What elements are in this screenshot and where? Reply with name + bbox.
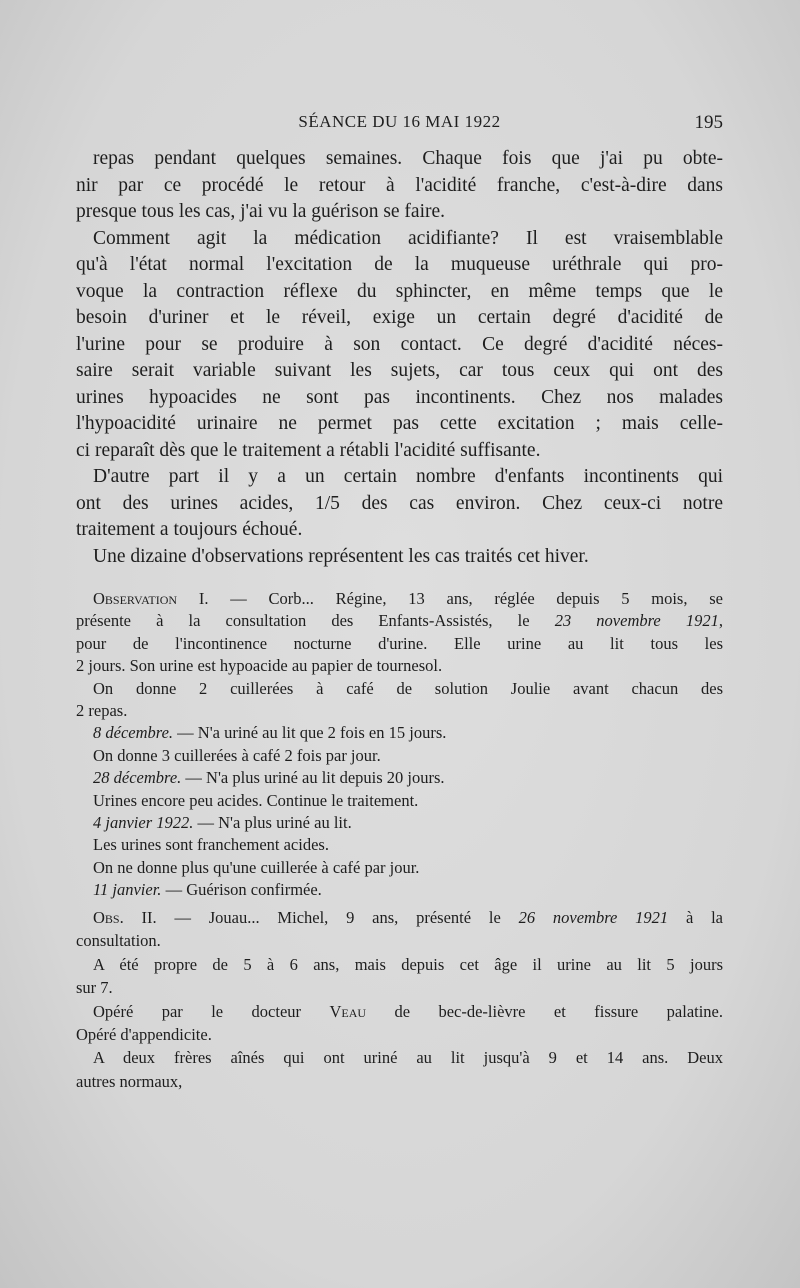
text-line <box>76 146 723 173</box>
text-segment: besoin d'uriner et le réveil, exige un certain degré d'acidité de <box>76 307 723 328</box>
text-line <box>76 953 723 976</box>
text-line <box>76 879 723 901</box>
text-segment: Opéré par le docteur <box>93 1001 330 1021</box>
text-line <box>76 544 723 571</box>
text-segment: On ne donne plus qu'une cuillerée à café par jour. <box>93 857 420 877</box>
text-segment: l'hypoacidité urinaire ne permet pas cette excitation ; mais celle- <box>76 413 723 434</box>
text-segment: — Guérison confirmée. <box>161 880 322 900</box>
text-line <box>76 491 723 518</box>
text-segment: D'autre part il y a un certain nombre d'enfants incontinents qui <box>93 466 723 487</box>
text-line <box>76 1000 723 1023</box>
text-line <box>76 385 723 412</box>
text-segment: , <box>718 611 723 631</box>
text-line <box>76 279 723 306</box>
text-line <box>76 678 723 700</box>
text-line <box>76 812 723 834</box>
text-line <box>76 411 723 438</box>
text-segment: pour de l'incontinence nocturne d'urine. Elle urine au lit tous les <box>76 633 723 653</box>
text-line <box>76 834 723 856</box>
text-segment: autres normaux, <box>76 1071 183 1091</box>
text-segment: ci reparaît dès que le traitement a rétabli l'acidité suffisante. <box>76 439 541 461</box>
text-line <box>76 745 723 767</box>
text-line <box>76 700 723 722</box>
text-line <box>76 1023 723 1046</box>
text-line <box>76 588 723 610</box>
text-segment: II. — Jouau... Michel, 9 ans, présenté le <box>123 908 519 927</box>
text-line <box>76 517 723 544</box>
italic-text: 23 novembre 1921 <box>554 611 719 631</box>
text-segment: Les urines sont franchement acides. <box>93 835 329 855</box>
text-line <box>76 305 723 332</box>
text-segment: saire serait variable suivant les sujets, car tous ceux qui ont des <box>76 360 723 381</box>
observation-1 <box>76 588 723 902</box>
text-line <box>76 199 723 226</box>
text-line <box>76 722 723 744</box>
page-header <box>76 112 723 140</box>
text-line <box>76 610 723 632</box>
text-line <box>76 767 723 789</box>
text-line <box>76 464 723 491</box>
small-caps-text: Veau <box>329 1001 367 1021</box>
text-segment: — N'a uriné au lit que 2 fois en 15 jours. <box>173 723 447 743</box>
text-line <box>76 976 723 999</box>
text-line <box>76 633 723 655</box>
text-segment: — N'a plus uriné au lit depuis 20 jours. <box>181 768 445 788</box>
text-segment: I. — Corb... Régine, 13 ans, réglée depuis 5 mois, se <box>177 589 723 608</box>
text-segment: Comment agit la médication acidifiante? Il est vraisemblable <box>93 227 723 249</box>
text-segment: à la <box>668 908 724 927</box>
text-segment: Urines encore peu acides. Continue le traitement. <box>93 790 419 810</box>
text-line <box>76 358 723 385</box>
text-segment: urines hypoacides ne sont pas incontinents. Chez nos malades <box>76 386 723 408</box>
text-segment: voque la contraction réflexe du sphincter, en même temps que le <box>76 280 723 302</box>
text-segment: Opéré d'appendicite. <box>76 1025 212 1045</box>
text-segment: de bec-de-lièvre et fissure palatine. <box>366 1001 724 1021</box>
text-line <box>76 173 723 200</box>
text-segment: qu'à l'état normal l'excitation de la muqueuse uréthrale qui pro- <box>76 254 723 275</box>
small-caps-text: Obs. <box>93 908 124 927</box>
text-segment: ont des urines acides, 1/5 des cas environ. Chez ceux-ci notre <box>76 492 723 514</box>
italic-text: 8 décembre. <box>93 723 174 743</box>
running-title: SÉANCE DU 16 MAI 1922 <box>298 112 501 131</box>
text-segment: l'urine pour se produire à son contact. Ce degré d'acidité néces- <box>76 333 723 355</box>
italic-text: 28 décembre. <box>93 768 182 788</box>
text-segment: On donne 3 cuillerées à café 2 fois par jour. <box>93 745 381 765</box>
text-segment: presque tous les cas, j'ai vu la guérison se faire. <box>76 201 446 222</box>
text-segment: Une dizaine d'observations représentent les cas traités cet hiver. <box>93 545 589 567</box>
text-line <box>76 226 723 253</box>
text-segment: On donne 2 cuillerées à café de solution Joulie avant chacun des <box>93 678 723 698</box>
text-line <box>76 332 723 359</box>
text-line <box>76 929 723 952</box>
italic-text: 26 novembre 1921 <box>518 908 669 927</box>
text-line <box>76 438 723 465</box>
text-line <box>76 906 723 929</box>
text-segment: sur 7. <box>76 978 113 998</box>
text-segment: A deux frères aînés qui ont uriné au lit jusqu'à 9 et 14 ans. Deux <box>93 1048 723 1068</box>
small-caps-text: Observation <box>93 589 178 608</box>
italic-text: 11 janvier. <box>93 880 162 900</box>
observation-2 <box>76 906 723 1093</box>
text-segment: consultation. <box>76 931 161 951</box>
text-segment: A été propre de 5 à 6 ans, mais depuis cet âge il urine au lit 5 jours <box>93 954 723 974</box>
text-segment: nir par ce procédé le retour à l'acidité franche, c'est-à-dire dans <box>76 174 723 196</box>
text-line <box>76 1070 723 1093</box>
text-line <box>76 252 723 279</box>
text-segment: 2 repas. <box>76 701 128 721</box>
page-number: 195 <box>694 112 723 133</box>
text-line <box>76 1046 723 1069</box>
text-segment: — N'a plus uriné au lit. <box>193 813 352 833</box>
text-line <box>76 857 723 879</box>
text-line <box>76 790 723 812</box>
text-segment: repas pendant quelques semaines. Chaque fois que j'ai pu obte- <box>93 148 723 169</box>
text-line <box>76 655 723 677</box>
body-text <box>76 146 723 570</box>
text-segment: présente à la consultation des Enfants-Assistés, le <box>76 611 555 631</box>
italic-text: 4 janvier 1922. <box>93 813 194 833</box>
text-segment: traitement a toujours échoué. <box>76 519 303 540</box>
text-segment: 2 jours. Son urine est hypoacide au papier de tournesol. <box>76 656 443 676</box>
